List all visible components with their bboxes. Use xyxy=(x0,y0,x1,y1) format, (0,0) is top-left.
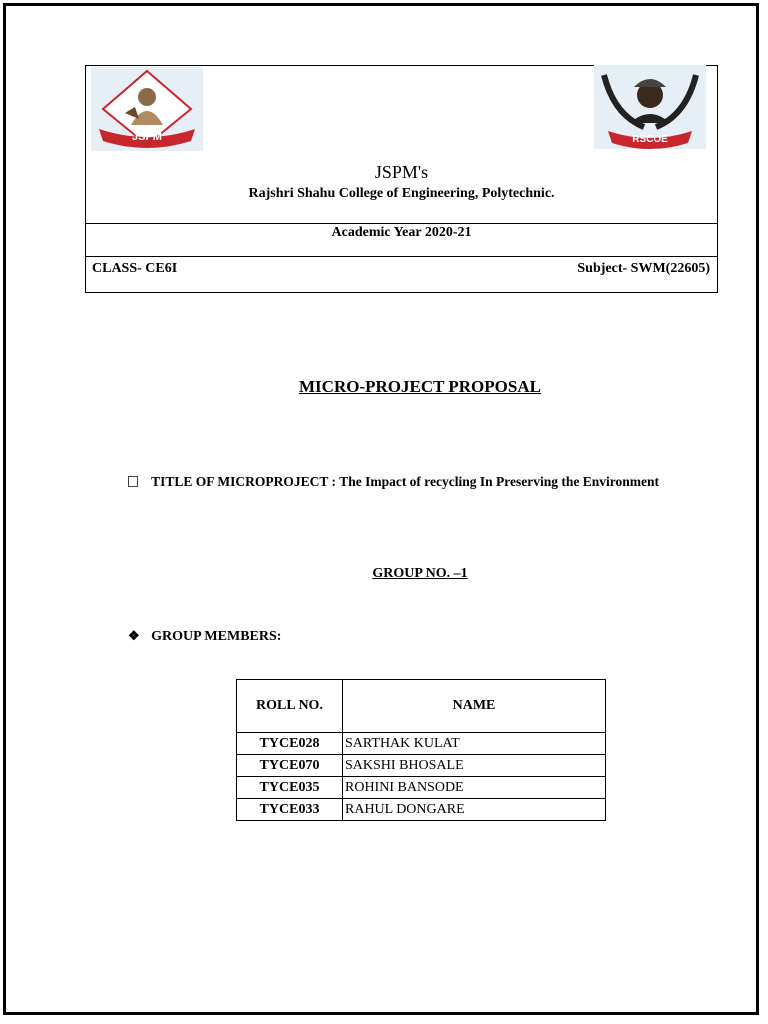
table-row xyxy=(237,755,606,777)
svg-text:JSPM: JSPM xyxy=(132,131,162,143)
svg-text:RSCOE: RSCOE xyxy=(632,134,668,145)
members-label: GROUP MEMBERS: xyxy=(151,629,282,644)
header-divider xyxy=(86,223,717,224)
name-cell: ROHINI BANSODE xyxy=(343,777,606,799)
table-row xyxy=(237,777,606,799)
org-name: JSPM's xyxy=(374,162,429,182)
group-number: GROUP NO. –1 xyxy=(372,566,468,581)
name-cell: RAHUL DONGARE xyxy=(343,799,606,821)
name-header: NAME xyxy=(343,680,606,733)
roll-no-cell: TYCE035 xyxy=(237,777,343,799)
name-cell: SARTHAK KULAT xyxy=(343,733,606,755)
group-members-heading xyxy=(128,628,281,645)
title-label: TITLE OF MICROPROJECT : xyxy=(151,474,337,489)
subject-label: Subject- SWM(22605) xyxy=(577,261,710,276)
title-value: The Impact of recycling In Preserving the Environment xyxy=(339,474,660,489)
roll-no-cell: TYCE070 xyxy=(237,755,343,777)
header-divider xyxy=(86,256,717,257)
diamond-bullet-icon: ❖ xyxy=(128,628,140,643)
academic-year: Academic Year 2020-21 xyxy=(331,225,472,240)
proposal-heading: MICRO-PROJECT PROPOSAL xyxy=(299,377,541,396)
jspm-logo-icon xyxy=(91,67,203,151)
table-header-row xyxy=(237,680,606,733)
rscoe-logo-icon xyxy=(594,65,706,149)
roll-no-cell: TYCE033 xyxy=(237,799,343,821)
table-row xyxy=(237,733,606,755)
table-row xyxy=(237,799,606,821)
roll-no-cell: TYCE028 xyxy=(237,733,343,755)
college-name: Rajshri Shahu College of Engineering, Polytechnic. xyxy=(248,186,555,201)
square-bullet-icon xyxy=(128,476,138,487)
class-label: CLASS- CE6I xyxy=(92,261,178,276)
members-table xyxy=(236,679,606,821)
roll-no-header: ROLL NO. xyxy=(237,680,343,733)
name-cell: SAKSHI BHOSALE xyxy=(343,755,606,777)
microproject-title-line xyxy=(128,474,659,490)
